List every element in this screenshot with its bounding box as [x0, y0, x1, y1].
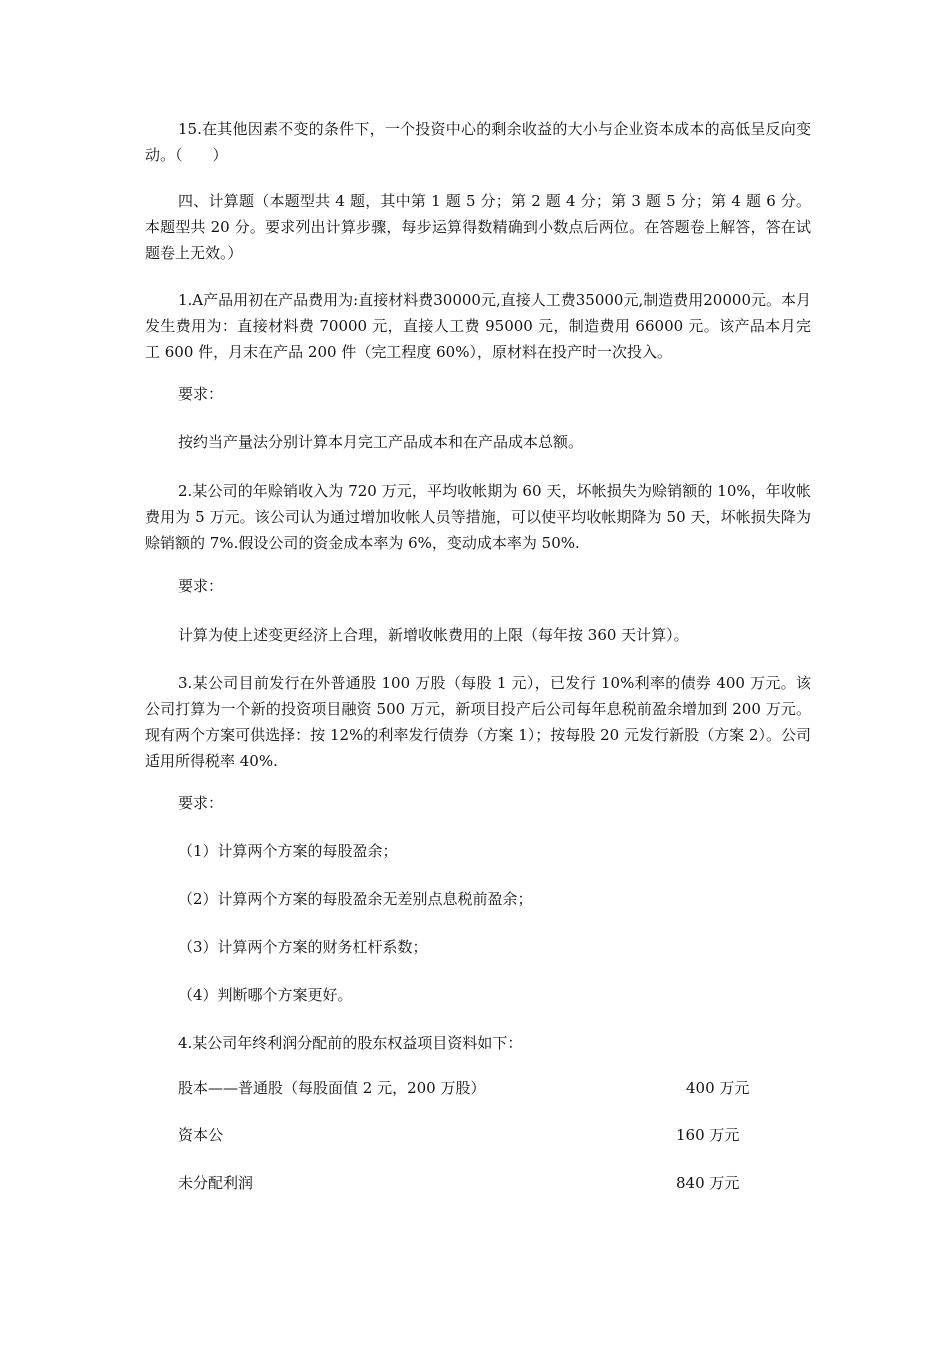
equity-item-label: 资本公: [178, 1126, 224, 1144]
problem-3-requirement-item: （2）计算两个方案的每股盈余无差别点息税前盈余；: [178, 890, 533, 908]
equity-item-label: 股本——普通股（每股面值 2 元，200 万股）: [178, 1079, 486, 1097]
equity-item-amount: 840 万元: [676, 1174, 740, 1192]
problem-3-requirement-label: 要求：: [178, 794, 224, 812]
problem-1-requirement-label: 要求：: [178, 385, 224, 403]
problem-2-text: 2.某公司的年赊销收入为 720 万元，平均收帐期为 60 天，坏帐损失为赊销额的 10%，年收帐费用为 5 万元。该公司认为通过增加收帐人员等措施，可以使平均收帐期降为 50 天，坏帐损失降为赊销额的 7%.假设公司的资金成本率为 6%，变动成本率为 50%.: [145, 482, 811, 552]
problem-3-requirement-item: （1）计算两个方案的每股盈余；: [178, 842, 398, 860]
problem-1-text: 1.A产品用初在产品费用为:直接材料费30000元,直接人工费35000元,制造费用20000元。本月发生费用为：直接材料费 70000 元，直接人工费 95000 元，制造费用 66000 元。该产品本月完工 600 件，月末在产品 200 件（完工程度 60%），原材料在投产时一次投入。: [145, 291, 811, 361]
problem-4-text: 4.某公司年终利润分配前的股东权益项目资料如下：: [178, 1034, 523, 1052]
equity-item-amount: 400 万元: [686, 1079, 750, 1097]
equity-item-amount: 160 万元: [676, 1126, 740, 1144]
problem-3-text: 3.某公司目前发行在外普通股 100 万股（每股 1 元），已发行 10%利率的债券 400 万元。该公司打算为一个新的投资项目融资 500 万元，新项目投产后公司每年息税前盈余增加到 200 万元。现有两个方案可供选择：按 12%的利率发行债券（方案 1）；按每股 20 元发行新股（方案 2）。公司适用所得税率 40%.: [145, 674, 811, 770]
problem-2-requirement: 计算为使上述变更经济上合理，新增收帐费用的上限（每年按 360 天计算）。: [178, 626, 689, 644]
problem-3-requirement-item: （4）判断哪个方案更好。: [178, 986, 353, 1004]
section-4-heading: 四、计算题（本题型共 4 题，其中第 1 题 5 分；第 2 题 4 分；第 3 题 5 分；第 4 题 6 分。本题型共 20 分。要求列出计算步骤，每步运算得数精确到小数点后两位。在答题卷上解答，答在试题卷上无效。）: [145, 192, 811, 262]
problem-1-requirement: 按约当产量法分别计算本月完工产品成本和在产品成本总额。: [178, 433, 584, 451]
problem-2-requirement-label: 要求：: [178, 577, 224, 595]
problem-3-requirement-item: （3）计算两个方案的财务杠杆系数；: [178, 938, 428, 956]
question-15: 15.在其他因素不变的条件下，一个投资中心的剩余收益的大小与企业资本成本的高低呈反向变动。（ ）: [145, 120, 811, 164]
equity-item-label: 未分配利润: [178, 1174, 254, 1192]
